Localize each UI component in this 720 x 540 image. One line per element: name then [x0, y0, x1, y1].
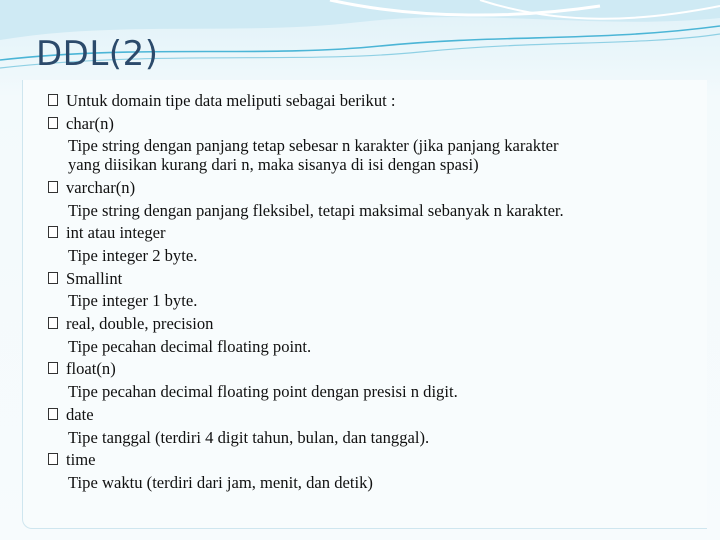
list-item: [48, 404, 698, 427]
box-bullet-icon: [48, 362, 58, 374]
list-item: [48, 268, 698, 291]
list-item: [48, 449, 698, 472]
bullet-list: [48, 90, 698, 495]
list-item: [48, 222, 698, 245]
box-bullet-icon: [48, 272, 58, 284]
box-bullet-icon: [48, 94, 58, 106]
item-term: char(n): [66, 113, 114, 133]
list-item: [48, 358, 698, 381]
list-item: [48, 113, 698, 136]
box-bullet-icon: [48, 181, 58, 193]
item-term: real, double, precision: [66, 314, 214, 334]
box-bullet-icon: [48, 408, 58, 420]
item-description: yang diisikan kurang dari n, maka sisanya di isi dengan spasi): [68, 155, 479, 175]
intro-text: Untuk domain tipe data meliputi sebagai berikut :: [66, 91, 396, 110]
item-term: time: [66, 450, 96, 470]
item-description: Tipe pecahan decimal floating point dengan presisi n digit.: [68, 382, 458, 402]
item-description: Tipe integer 2 byte.: [68, 245, 198, 265]
slide-title: DDL(2): [36, 34, 159, 74]
item-term: int atau integer: [66, 223, 166, 243]
item-term: varchar(n): [66, 177, 136, 197]
box-bullet-icon: [48, 317, 58, 329]
item-term: Smallint: [66, 268, 123, 288]
item-description: Tipe string dengan panjang fleksibel, tetapi maksimal sebanyak n karakter.: [68, 200, 564, 220]
box-bullet-icon: [48, 453, 58, 465]
item-description: Tipe integer 1 byte.: [68, 291, 198, 311]
item-description: Tipe tanggal (terdiri 4 digit tahun, bulan, dan tanggal).: [68, 427, 430, 447]
list-item: [48, 177, 698, 200]
list-item: [48, 313, 698, 336]
item-description: Tipe string dengan panjang tetap sebesar n karakter (jika panjang karakter: [68, 136, 559, 156]
box-bullet-icon: [48, 226, 58, 238]
item-description: Tipe pecahan decimal floating point.: [68, 336, 312, 356]
intro-item: [48, 90, 698, 113]
item-term: date: [66, 404, 94, 424]
item-description: Tipe waktu (terdiri dari jam, menit, dan detik): [68, 472, 373, 492]
box-bullet-icon: [48, 117, 58, 129]
item-term: float(n): [66, 359, 116, 379]
